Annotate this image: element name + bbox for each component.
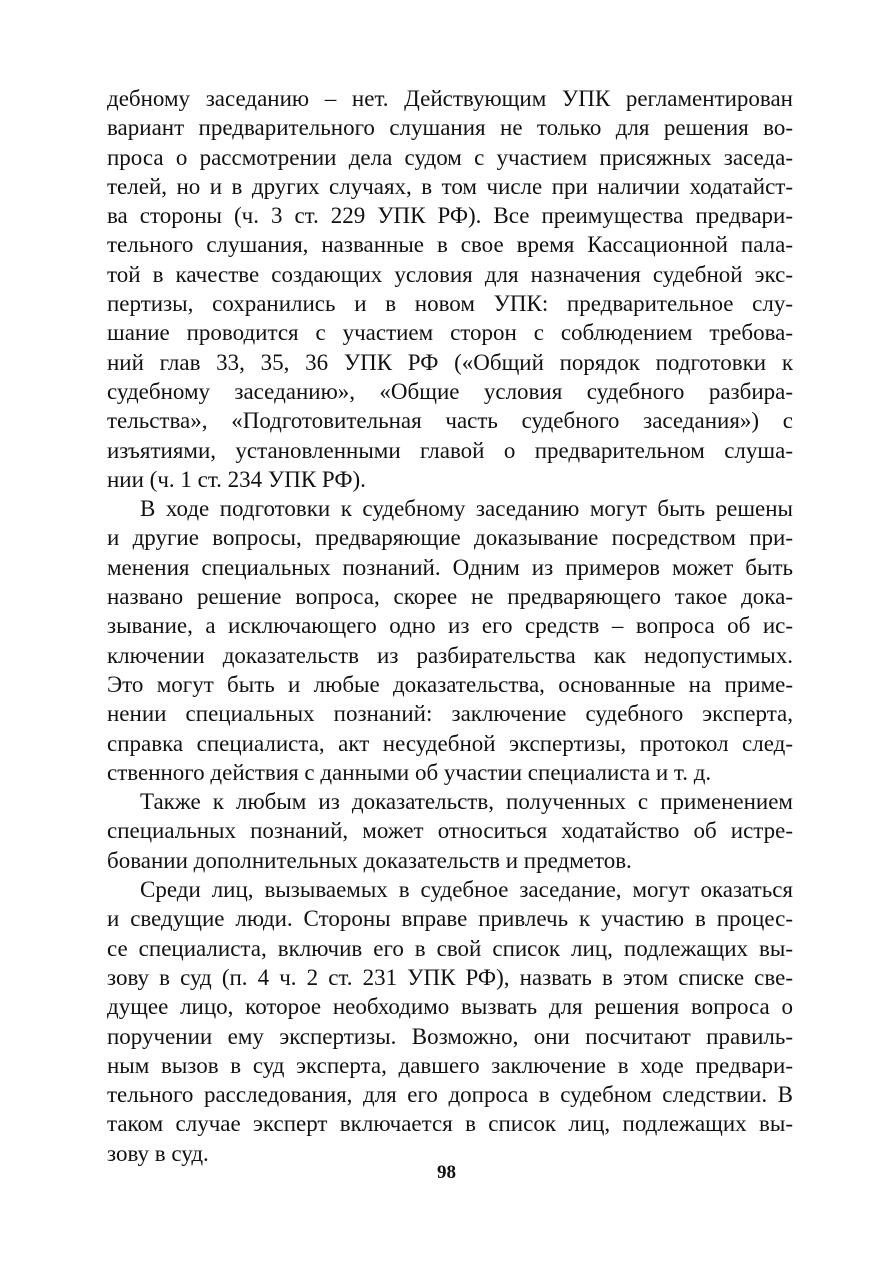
paragraph-3	[107, 787, 793, 875]
text-line: зову в суд (п. 4 ч. 2 ст. 231 УПК РФ), назвать в этом списке све-	[107, 964, 793, 990]
text-line: бовании дополнительных доказательств и предметов.	[107, 847, 632, 873]
text-line: и сведущие люди. Стороны вправе привлечь к участию в процес-	[107, 906, 793, 932]
text-line: В ходе подготовки к судебному заседанию могут быть решены	[140, 496, 793, 522]
text-line: ственного действия с данными об участии специалиста и т. д.	[107, 759, 712, 785]
text-line: ным вызов в суд эксперта, давшего заключение в ходе предвари-	[107, 1052, 793, 1078]
page-number: 98	[437, 1162, 456, 1183]
text-line: названо решение вопроса, скорее не предваряющего такое дока-	[107, 584, 793, 610]
text-line: нении специальных познаний: заключение судебного эксперта,	[107, 701, 793, 727]
text-line: проса о рассмотрении дела судом с участием присяжных заседа-	[107, 144, 793, 170]
text-line: тельства», «Подготовительная часть судебного заседания») с	[107, 408, 793, 434]
text-line: специальных познаний, может относиться ходатайство об истре-	[107, 818, 793, 844]
paragraph-2	[107, 494, 793, 787]
body-text	[107, 84, 793, 1168]
text-line: пертизы, сохранились и в новом УПК: предварительное слу-	[107, 291, 793, 317]
text-line: дебному заседанию – нет. Действующим УПК регламентирован	[107, 86, 793, 111]
text-line: ва стороны (ч. 3 ст. 229 УПК РФ). Все преимущества предвари-	[107, 203, 793, 229]
text-line: вариант предварительного слушания не только для решения во-	[107, 115, 793, 141]
text-line: телей, но и в других случаях, в том числе при наличии ходатайст-	[107, 173, 793, 199]
text-line: менения специальных познаний. Одним из примеров может быть	[107, 554, 793, 580]
text-line: таком случае эксперт включается в список лиц, подлежащих вы-	[107, 1111, 793, 1137]
text-line: шание проводится с участием сторон с соблюдением требова-	[107, 320, 793, 346]
text-line: тельного расследования, для его допроса в судебном следствии. В	[107, 1082, 793, 1108]
text-line: Среди лиц, вызываемых в судебное заседание, могут оказаться	[140, 877, 793, 903]
text-line: нии (ч. 1 ст. 234 УПК РФ).	[107, 466, 366, 492]
text-line: се специалиста, включив его в свой список лиц, подлежащих вы-	[107, 935, 793, 961]
paragraph-1	[107, 84, 793, 494]
text-line: той в качестве создающих условия для назначения судебной экс-	[107, 261, 793, 287]
text-line: зывание, а исключающего одно из его средств – вопроса об ис-	[107, 613, 793, 639]
text-line: тельного слушания, названные в свое время Кассационной пала-	[107, 232, 793, 258]
text-line: Это могут быть и любые доказательства, основанные на приме-	[107, 671, 793, 697]
text-line: поручении ему экспертизы. Возможно, они посчитают правиль-	[107, 1023, 793, 1049]
text-line: Также к любым из доказательств, полученных с применением	[140, 789, 793, 815]
text-line: дущее лицо, которое необходимо вызвать для решения вопроса о	[107, 994, 793, 1020]
text-line: судебному заседанию», «Общие условия судебного разбира-	[107, 378, 793, 404]
text-line: изъятиями, установленными главой о предварительном слуша-	[107, 437, 793, 463]
text-line: ключении доказательств из разбирательства как недопустимых.	[107, 642, 793, 668]
text-line: справка специалиста, акт несудебной экспертизы, протокол след-	[107, 730, 793, 756]
text-line: и другие вопросы, предваряющие доказывание посредством при-	[107, 525, 793, 551]
text-line: ний глав 33, 35, 36 УПК РФ («Общий порядок подготовки к	[107, 349, 793, 375]
paragraph-4	[107, 875, 793, 1168]
text-line: зову в суд.	[107, 1140, 209, 1166]
